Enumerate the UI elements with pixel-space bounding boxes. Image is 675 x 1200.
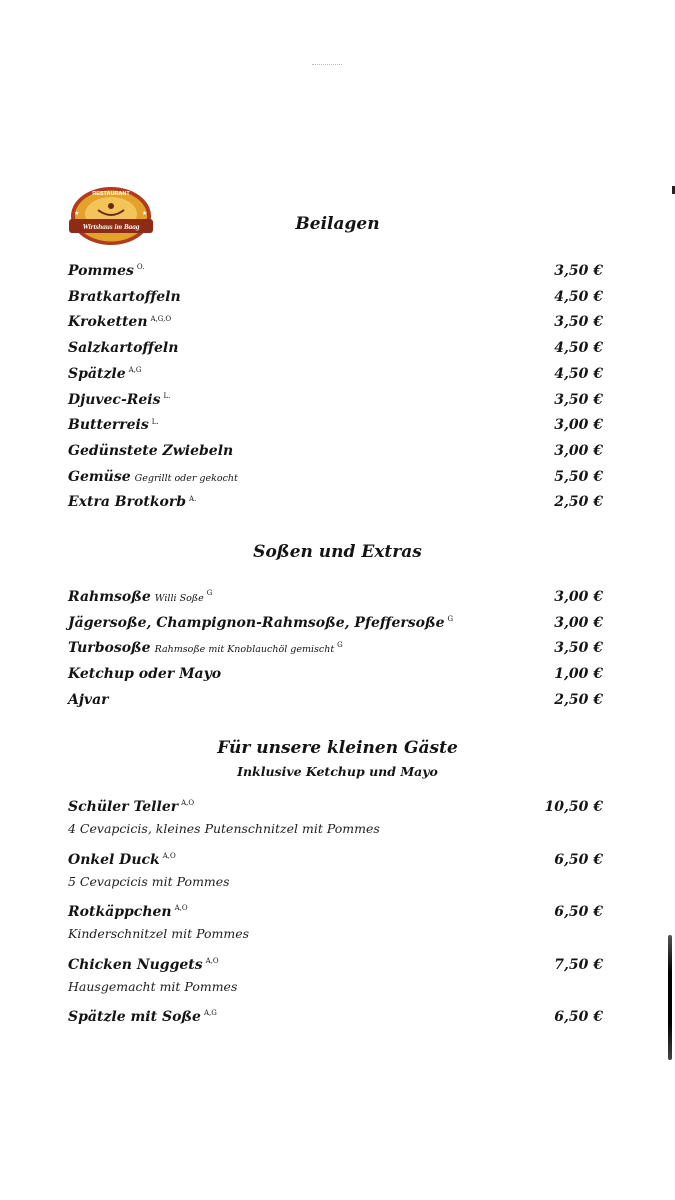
menu-item-name: Djuvec-Reis $^{L.}$ [68,391,171,408]
svg-text:★: ★ [74,210,80,217]
menu-item-name: Jägersoße, Champignon-Rahmsoße, Pfeffersoße $^G$ [68,614,454,631]
section-subtitle-kinder: Inklusive Ketchup und Mayo [237,764,438,779]
menu-item-price: 2,50 € [554,691,603,708]
menu-item-name: Spätzle $^{A,G}$ [68,365,142,382]
menu-item-price: 3,00 € [554,442,603,459]
menu-item-price: 3,50 € [554,391,603,408]
allergen-codes: A,G [203,1009,217,1018]
menu-item-row [68,289,603,311]
menu-item-row [68,692,603,714]
menu-item-price: 2,50 € [554,494,603,511]
menu-item-name: Onkel Duck $^{A,O}$ [68,851,176,868]
menu-item-name: Rahmsoße Willi Soße $^G$ [68,589,213,605]
allergen-codes: O. [136,263,145,272]
allergen-codes: A,O [205,956,219,965]
allergen-codes: G [337,640,343,649]
menu-item-description: 4 Cevapcicis, kleines Putenschnitzel mit Pommes [68,821,380,836]
menu-item-price: 3,50 € [554,314,603,331]
allergen-codes: L. [163,391,171,400]
menu-item-price: 4,50 € [554,365,603,382]
menu-item-note: Gegrillt oder gekocht [134,472,238,484]
section-title-beilagen: Beilagen [295,214,380,234]
menu-item-row [68,666,603,688]
menu-item-row [68,615,603,637]
menu-item-name: Salzkartoffeln [68,340,179,357]
allergen-codes: A,O [162,851,176,860]
menu-item-name: Chicken Nuggets $^{A,O}$ [68,956,219,973]
menu-item-row [68,263,603,285]
menu-item-row [68,314,603,336]
page-top-mark [312,64,342,68]
menu-item-price: 4,50 € [554,340,603,357]
menu-item-price: 5,50 € [554,468,603,485]
menu-item-row [68,589,603,611]
section-title-sossen: Soßen und Extras [253,542,422,562]
page-edge-mark [668,935,672,1060]
menu-item-price: 10,50 € [544,799,603,815]
menu-item-price: 3,00 € [554,614,603,631]
menu-item-price: 3,50 € [554,263,603,279]
menu-item-price: 6,50 € [554,1009,603,1025]
svg-text:★: ★ [142,210,148,217]
menu-item-row [68,340,603,362]
menu-item-name: Rotkäppchen $^{A,O}$ [68,904,188,920]
menu-item-price: 6,50 € [554,851,603,868]
menu-item-row [68,392,603,414]
menu-item-row [68,443,603,465]
menu-item-row [68,417,603,439]
menu-item-row [68,852,603,874]
menu-item-name: Pommes $^{O.}$ [68,263,145,279]
menu-item-name: Ketchup oder Mayo [68,666,222,683]
menu-item-description: Kinderschnitzel mit Pommes [68,926,250,941]
logo-name-text: Wirtshaus im Baag [82,223,140,231]
menu-item-name: Kroketten $^{A,G,O}$ [68,314,172,331]
menu-item-price: 4,50 € [554,288,603,305]
menu-item-row [68,640,603,662]
menu-item-description: 5 Cevapcicis mit Pommes [68,873,230,889]
menu-item-description: Hausgemacht mit Pommes [68,978,238,994]
menu-item-name: Gemüse Gegrillt oder gekocht [68,468,238,485]
menu-item-row [68,799,603,821]
menu-item-price: 7,50 € [554,956,603,973]
allergen-codes: A,G [128,366,142,375]
section-title-kinder: Für unsere kleinen Gäste [217,738,458,758]
menu-item-price: 3,00 € [554,589,603,605]
menu-item-name: Extra Brotkorb $^{A.}$ [68,494,197,511]
menu-item-name: Schüler Teller $^{A,O}$ [68,799,195,815]
menu-item-name: Spätzle mit Soße $^{A,G}$ [68,1009,217,1025]
menu-item-note: Rahmsoße mit Knoblauchöl gemischt [154,644,335,656]
menu-item-price: 3,50 € [554,640,603,657]
menu-item-name: Ajvar [68,691,109,708]
allergen-codes: L. [151,417,159,426]
menu-item-name: Butterreis $^{L.}$ [68,417,159,434]
allergen-codes: G [206,589,213,598]
logo-top-text: RESTAURANT [92,191,130,197]
menu-item-name: Gedünstete Zwiebeln [68,442,234,459]
allergen-codes: G [447,615,454,624]
menu-item-row [68,904,603,926]
menu-item-price: 1,00 € [554,666,603,683]
allergen-codes: A,G,O [150,314,172,323]
allergen-codes: A. [189,494,197,503]
allergen-codes: A,O [181,799,195,808]
menu-item-note: Willi Soße [154,593,204,604]
menu-item-row [68,1009,603,1031]
allergen-codes: A,O [174,904,188,913]
menu-item-row [68,469,603,491]
menu-item-row [68,957,603,979]
menu-item-row [68,494,603,516]
menu-item-price: 3,00 € [554,417,603,434]
menu-item-name: Bratkartoffeln [68,288,181,305]
menu-item-name: Turbosoße Rahmsoße mit Knoblauchöl gemischt $^G$ [68,640,343,657]
menu-item-price: 6,50 € [554,904,603,920]
menu-item-row [68,366,603,388]
